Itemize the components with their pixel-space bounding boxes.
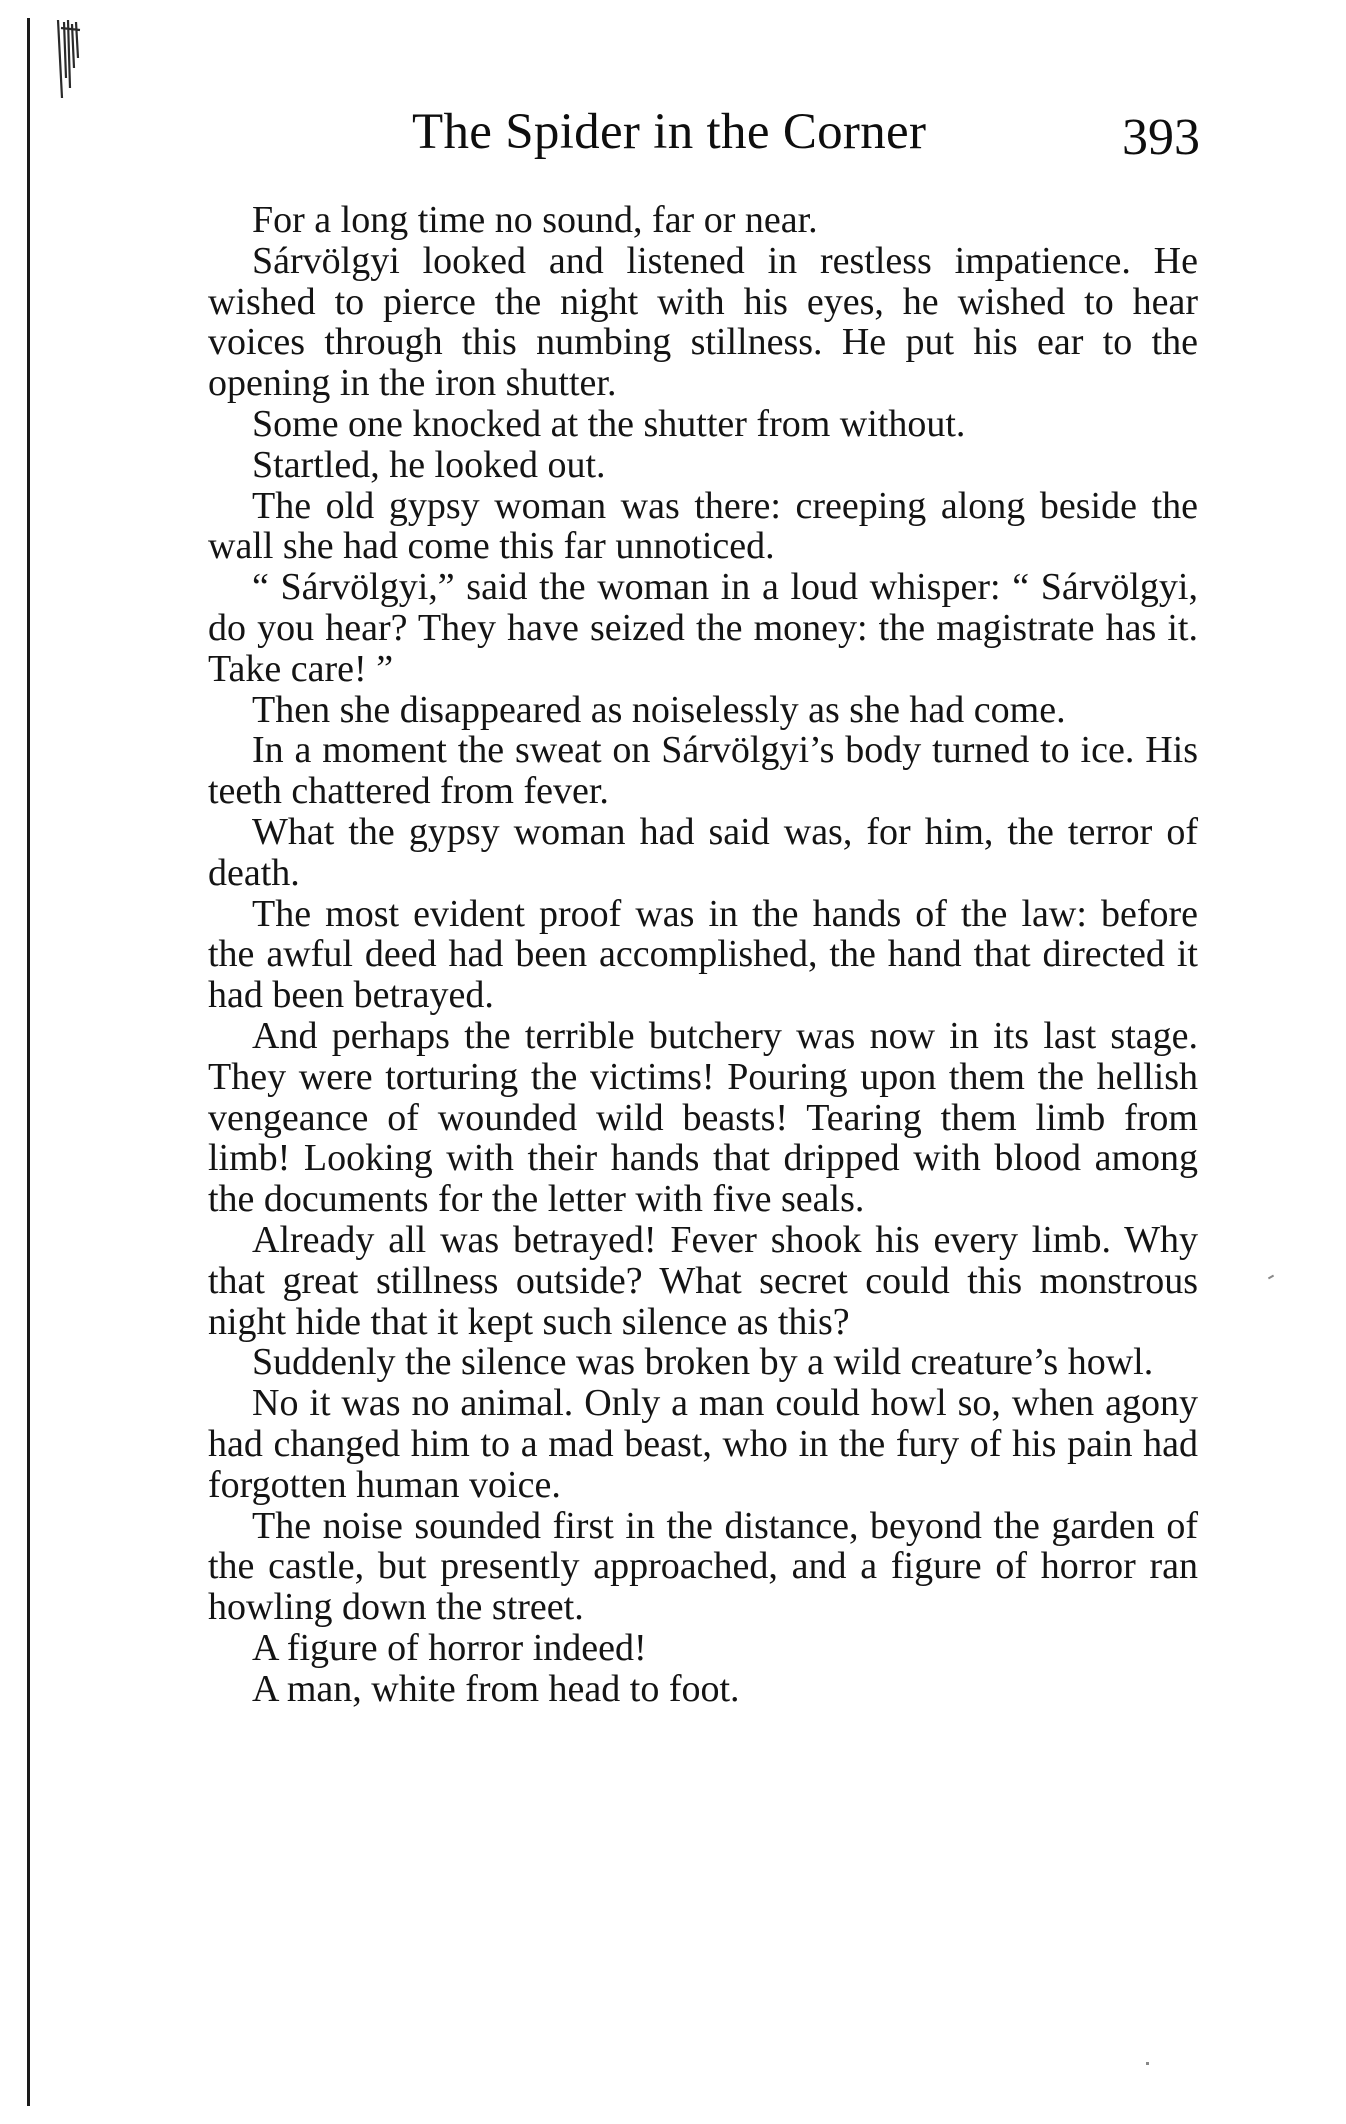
paragraph: The old gypsy woman was there: creeping along beside the wall she had come this far unnoticed. [208, 484, 1198, 568]
paragraph: In a moment the sweat on Sárvölgyi’s body turned to ice. His teeth chattered from fever. [208, 729, 1198, 813]
paragraph: Startled, he looked out. [252, 443, 606, 486]
page-number: 393 [1122, 109, 1200, 166]
paragraph: No it was no animal. Only a man could howl so, when agony had changed him to a mad beast, who in the fury of his pain had forgotten human voice. [208, 1382, 1198, 1506]
paragraph: What the gypsy woman had said was, for him, the terror of death. [208, 810, 1198, 894]
binding-edge-rule [27, 18, 30, 2106]
scan-artifact-mark [54, 18, 84, 102]
scan-speck [1146, 2062, 1149, 2065]
paragraph: A man, white from head to foot. [252, 1667, 740, 1710]
running-head [208, 96, 1200, 168]
paragraph: For a long time no sound, far or near. [252, 199, 818, 241]
paragraph: A figure of horror indeed! [252, 1626, 647, 1669]
paragraph: The noise sounded first in the distance, beyond the garden of the castle, but presently approached, and a figure of horror ran howling down the street. [208, 1504, 1198, 1629]
paragraph: Suddenly the silence was broken by a wild creature’s howl. [252, 1341, 1154, 1384]
paragraph: Then she disappeared as noiselessly as she had come. [252, 688, 1066, 731]
paragraph: Sárvölgyi looked and listened in restless impatience. He wished to pierce the night with his eyes, he wished to hear voices through this numbing stillness. He put his ear to the opening in the iron shutter. [208, 239, 1198, 405]
paragraph: And perhaps the terrible butchery was now in its last stage. They were torturing the victims! Pouring upon them the hellish vengeance of wounded wild beasts! Tearing them limb from limb! Looking with their hands that dripped with blood among the documents for the letter with five seals. [208, 1014, 1198, 1221]
paragraph: Some one knocked at the shutter from without. [252, 402, 966, 445]
paragraph: Already all was betrayed! Fever shook his every limb. Why that great stillness outside? What secret could this monstrous night hide that it kept such silence as this? [208, 1218, 1198, 1343]
body-text [208, 200, 1198, 1709]
paragraph: The most evident proof was in the hands of the law: before the awful deed had been accomplished, the hand that directed it had been betrayed. [208, 892, 1198, 1017]
running-title: The Spider in the Corner [412, 104, 927, 160]
paragraph: “ Sárvölgyi,” said the woman in a loud whisper: “ Sárvölgyi, do you hear? They have seized the money: the magistrate has it. Take care! ” [208, 566, 1198, 690]
scan-speck [1268, 1275, 1274, 1280]
